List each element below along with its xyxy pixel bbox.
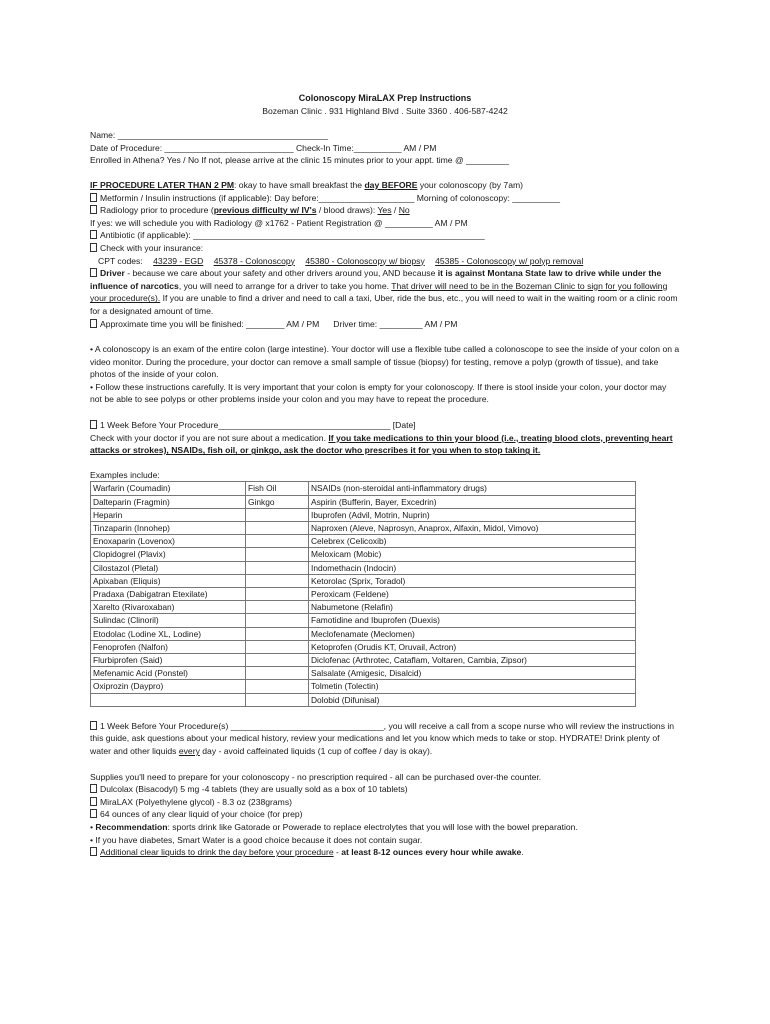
table-cell: Nabumetone (Relafin) [309, 601, 636, 614]
recommendation-label: Recommendation [95, 822, 168, 833]
cpt-code-egd: 43239 - EGD [153, 255, 204, 266]
table-cell: Aspirin (Bufferin, Bayer, Excedrin) [309, 495, 636, 508]
additional-liquids-text: Additional clear liquids to drink the day before your procedure [100, 847, 334, 858]
table-row [91, 667, 636, 680]
check-with-doctor-text: Check with your doctor if you are not sure about a medication. [90, 432, 329, 443]
driver-text-3: If you are unable to find a driver and need to call a taxi, Uber, ride the bus, etc., you will need to wait in the waiting room or a clinic room for a designated amount of time. [90, 293, 678, 316]
blood-thinner-warning [90, 432, 680, 457]
later-text-b: your colonoscopy (by 7am) [417, 179, 524, 190]
metformin-item [90, 192, 680, 205]
additional-liquids-checkbox[interactable] [90, 847, 97, 856]
table-cell: Tolmetin (Tolectin) [309, 680, 636, 693]
driver-text-2: , you will need to arrange for a driver to take you home. [178, 280, 392, 291]
table-cell: Ketoprofen (Orudis KT, Oruvail, Actron) [309, 640, 636, 653]
week-before-call-checkbox[interactable] [90, 721, 97, 730]
metformin-checkbox[interactable] [90, 193, 97, 202]
radiology-item [90, 204, 680, 217]
later-heading: IF PROCEDURE LATER THAN 2 PM [90, 179, 235, 190]
table-cell: Dolobid (Difunisal) [309, 693, 636, 706]
examples-label: Examples include: [90, 469, 160, 480]
insurance-item [90, 242, 680, 255]
document-page [90, 92, 680, 859]
driver-checkbox[interactable] [90, 268, 97, 277]
table-cell [246, 614, 309, 627]
table-cell [246, 601, 309, 614]
table-row [91, 654, 636, 667]
table-cell: Diclofenac (Arthrotec, Cataflam, Voltaren, Cambia, Zipsor) [309, 654, 636, 667]
table-cell [246, 535, 309, 548]
table-row [91, 614, 636, 627]
table-cell: Dalteparin (Fragmin) [91, 495, 246, 508]
table-cell [246, 680, 309, 693]
table-cell: Meloxicam (Mobic) [309, 548, 636, 561]
table-cell: Salsalate (Amigesic, Disalcid) [309, 667, 636, 680]
table-cell [246, 522, 309, 535]
table-cell [246, 640, 309, 653]
hourly-amount: at least 8-12 ounces every hour while awake [341, 847, 522, 858]
table-row [91, 601, 636, 614]
table-cell: Fenoprofen (Nalfon) [91, 640, 246, 653]
table-cell [246, 693, 309, 706]
supply-item-dulcolax [90, 783, 680, 796]
dulcolax-checkbox[interactable] [90, 784, 97, 793]
miralax-text: MiraLAX (Polyethylene glycol) - 8.3 oz (238grams) [100, 796, 293, 807]
table-cell: Flurbiprofen (Said) [91, 654, 246, 667]
supply-item-miralax [90, 796, 680, 809]
procedure-date-field[interactable]: Date of Procedure: ___________________________ Check-In Time:__________ AM / PM [90, 142, 437, 153]
table-cell: Celebrex (Celicoxib) [309, 535, 636, 548]
medication-table [90, 481, 636, 706]
insurance-text: Check with your insurance: [100, 242, 204, 253]
name-field[interactable]: Name: ____________________________________________ [90, 130, 328, 141]
table-cell [246, 654, 309, 667]
metformin-text: Metformin / Insulin instructions (if applicable): Day before:____________________ Morning of colonoscopy: __________ [100, 192, 561, 203]
table-row [91, 495, 636, 508]
radiology-slash: / [391, 205, 399, 216]
antibiotic-item [90, 229, 680, 242]
table-row [91, 574, 636, 587]
driver-text-1: - because we care about your safety and other drivers around you, AND because [124, 268, 438, 279]
table-row [91, 640, 636, 653]
table-cell: Famotidine and Ibuprofen (Duexis) [309, 614, 636, 627]
table-cell: Sulindac (Clinoril) [91, 614, 246, 627]
table-cell: Ketorolac (Sprix, Toradol) [309, 574, 636, 587]
approx-time-checkbox[interactable] [90, 319, 97, 328]
radiology-text-a: Radiology prior to procedure ( [100, 205, 214, 216]
cpt-codes-line [90, 255, 680, 268]
additional-liquids-item [90, 846, 680, 859]
later-text-a: : okay to have small breakfast the [234, 179, 365, 190]
table-cell [246, 667, 309, 680]
week-before-call-text: 1 Week Before Your Procedure(s) ________________________________, you will receive a call from a scope nurse who will review the instructions in this guide, ask questions about your medical history, review your medications and let you know which meds to take or stop. HYDRATE! Drink plenty of water and other liquids [90, 720, 675, 757]
table-row [91, 482, 636, 495]
follow-instructions-paragraph: • Follow these instructions carefully. It is very important that your colon is empty for your colonoscopy. If there is stool inside your colon, your doctor may not be able to see polyps or other problems inside your colon and you may have to repeat the procedure. [90, 381, 667, 405]
radiology-text-c: / blood draws): [316, 205, 378, 216]
week-before-checkbox[interactable] [90, 420, 97, 429]
table-cell: Warfarin (Coumadin) [91, 482, 246, 495]
day-before-emphasis: day BEFORE [364, 179, 418, 190]
hydrate-text: day - avoid caffeinated liquids (1 cup of coffee / day is okay). [199, 746, 433, 757]
week-before-date-line[interactable]: 1 Week Before Your Procedure____________________________________ [Date] [100, 420, 416, 431]
driver-law: it is against Montana State law to drive while under the influence of narcotics [90, 268, 662, 291]
table-cell: Meclofenamate (Meclomen) [309, 627, 636, 640]
table-cell: Mefenamic Acid (Ponstel) [91, 667, 246, 680]
table-cell: Ibuprofen (Advil, Motrin, Nuprin) [309, 508, 636, 521]
additional-liquids-period: . [521, 847, 524, 858]
bullet: • [90, 822, 96, 833]
radiology-yes[interactable]: Yes [377, 205, 392, 216]
table-cell: NSAIDs (non-steroidal anti-inflammatory drugs) [309, 482, 636, 495]
driver-time-text: Driver time: _________ AM / PM [333, 318, 458, 329]
clear-liquid-checkbox[interactable] [90, 809, 97, 818]
table-row [91, 588, 636, 601]
table-cell: Cilostazol (Pletal) [91, 561, 246, 574]
table-cell: Naproxen (Aleve, Naprosyn, Anaprox, Alfaxin, Midol, Vimovo) [309, 522, 636, 535]
driver-sign-requirement: That driver will need to be in the Bozeman Clinic to sign for you following your procedure(s). [90, 280, 668, 304]
cpt-label: CPT codes: [98, 255, 143, 266]
table-cell: Ginkgo [246, 495, 309, 508]
supplies-intro: Supplies you'll need to prepare for your colonoscopy - no prescription required - all can be purchased over-the counter. [90, 771, 542, 782]
table-cell: Peroxicam (Feldene) [309, 588, 636, 601]
table-row [91, 693, 636, 706]
table-cell [246, 627, 309, 640]
table-row [91, 627, 636, 640]
medication-table-body [91, 482, 636, 706]
table-row [91, 548, 636, 561]
table-cell: Tinzaparin (Innohep) [91, 522, 246, 535]
antibiotic-checkbox[interactable] [90, 230, 97, 239]
document-title: Colonoscopy MiraLAX Prep Instructions [298, 93, 472, 103]
radiology-difficulty: previous difficulty w/ IV's [213, 205, 317, 216]
table-cell: Fish Oil [246, 482, 309, 495]
table-cell [246, 508, 309, 521]
table-cell: Indomethacin (Indocin) [309, 561, 636, 574]
miralax-checkbox[interactable] [90, 797, 97, 806]
table-cell: Apixaban (Eliquis) [91, 574, 246, 587]
table-row [91, 535, 636, 548]
table-cell: Heparin [91, 508, 246, 521]
colonoscopy-info-paragraph: • A colonoscopy is an exam of the entire colon (large intestine). Your doctor will use a flexible tube called a colonoscope to see the inside of your colon on a video monitor. During the procedure, your doctor can remove a small sample of tissue (biopsy) for testing, remove a polyp (growth of tissue), and take photos of the inside of your colon. [90, 344, 680, 380]
table-cell [246, 561, 309, 574]
every-emphasis: every [178, 746, 200, 757]
clear-liquid-text: 64 ounces of any clear liquid of your choice (for prep) [100, 809, 303, 820]
week-before-item [90, 419, 680, 432]
table-cell: Pradaxa (Dabigatran Etexilate) [91, 588, 246, 601]
table-cell: Xarelto (Rivaroxaban) [91, 601, 246, 614]
table-cell: Clopidogrel (Plavix) [91, 548, 246, 561]
table-cell: Etodolac (Lodine XL, Lodine) [91, 627, 246, 640]
approx-time-text: Approximate time you will be finished: ________ AM / PM [100, 318, 320, 329]
table-row [91, 522, 636, 535]
antibiotic-text: Antibiotic (if applicable): _____________________________________________________________ [100, 230, 485, 241]
supply-item-clear-liquid [90, 808, 680, 821]
table-cell [246, 574, 309, 587]
table-cell [246, 588, 309, 601]
approx-time-item [90, 318, 680, 331]
cpt-code-biopsy: 45380 - Colonoscopy w/ biopsy [305, 255, 425, 266]
radiology-schedule-line: If yes: we will schedule you with Radiology @ x1762 - Patient Registration @ __________ AM / PM [90, 217, 468, 228]
table-cell [91, 693, 246, 706]
radiology-no[interactable]: No [398, 205, 410, 216]
cpt-code-polyp: 45385 - Colonoscopy w/ polyp removal [435, 255, 584, 266]
clinic-address: Bozeman Clinic . 931 Highland Blvd . Suite 3360 . 406-587-4242 [262, 105, 508, 116]
radiology-checkbox[interactable] [90, 205, 97, 214]
later-than-2pm-line [90, 179, 680, 192]
recommendation-line [90, 821, 680, 834]
driver-item [90, 267, 680, 317]
table-row [91, 508, 636, 521]
table-row [91, 561, 636, 574]
recommendation-text: : sports drink like Gatorade or Powerade to replace electrolytes that you will lose with the bowel preparation. [167, 822, 578, 833]
additional-liquids-dash: - [333, 847, 342, 858]
driver-label: Driver [100, 268, 125, 279]
athena-enrollment-line[interactable]: Enrolled in Athena? Yes / No If not, please arrive at the clinic 15 minutes prior to your appt. time @ _________ [90, 155, 510, 166]
table-row [91, 680, 636, 693]
blood-thinner-emphasis: If you take medications to thin your blood (i.e., treating blood clots, preventing heart attacks or strokes), NSAIDs, fish oil, or ginkgo, ask the doctor who prescribes it for you when to stop taking it. [90, 432, 673, 456]
week-before-call-item [90, 720, 680, 758]
dulcolax-text: Dulcolax (Bisacodyl) 5 mg -4 tablets (they are usually sold as a box of 10 tablets) [100, 784, 408, 795]
cpt-code-colonoscopy: 45378 - Colonoscopy [213, 255, 295, 266]
table-cell: Enoxaparin (Lovenox) [91, 535, 246, 548]
diabetes-note: • If you have diabetes, Smart Water is a good choice because it does not contain sugar. [90, 834, 423, 845]
table-cell: Oxiprozin (Daypro) [91, 680, 246, 693]
insurance-checkbox[interactable] [90, 243, 97, 252]
table-cell [246, 548, 309, 561]
